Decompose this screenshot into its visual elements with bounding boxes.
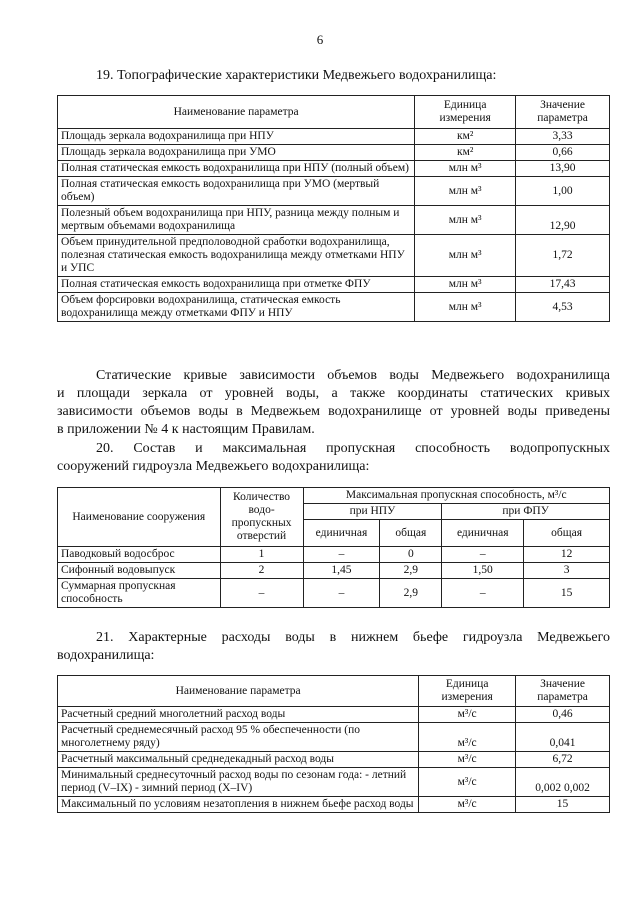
section-21-heading: 21. Характерные расходы воды в нижнем бьефе гидроузла Медвежьего [96,630,610,645]
table-row [58,752,610,768]
param-unit: м³/с [419,797,516,813]
static-curves-paragraph [57,367,610,384]
table-row [58,579,610,608]
param-value: 0,46 [516,707,610,723]
structure-name: Сифонный водовыпуск [58,563,221,579]
structure-name: Паводковый водосброс [58,547,221,563]
param-value: 0,002 0,002 [516,768,610,797]
param-name: Минимальный среднесуточный расход воды по сезонам года: - летний период (V–IX) - зимний период (X–IV) [58,768,419,797]
param-value: 17,43 [516,277,610,293]
param-unit: м³/с [419,723,516,752]
header-npu-total: общая [380,520,442,547]
param-unit: млн м³ [415,177,516,206]
table-header-row [58,96,610,129]
openings-count: – [220,579,303,608]
param-unit: м³/с [419,752,516,768]
param-name: Площадь зеркала водохранилища при НПУ [58,129,415,145]
param-name: Объем форсировки водохранилища, статическая емкость водохранилища между отметками ФПУ и НПУ [58,293,415,322]
param-name: Полная статическая емкость водохранилища при НПУ (полный объем) [58,161,415,177]
param-unit: км² [415,145,516,161]
paragraph-line: и площади зеркала от уровней воды, а также координаты статических кривых [57,386,610,401]
param-name: Расчетный средний многолетний расход воды [58,707,419,723]
section-19-heading: 19. Топографические характеристики Медвежьего водохранилища: [96,68,497,83]
paragraph-line: Статические кривые зависимости объемов воды Медвежьего водохранилища [96,368,610,383]
param-value: 4,53 [516,293,610,322]
fpu-total: 3 [524,563,610,579]
param-value: 0,66 [516,145,610,161]
table-row [58,277,610,293]
table-row [58,177,610,206]
table-row [58,797,610,813]
table-row [58,723,610,752]
fpu-total: 15 [524,579,610,608]
table-row [58,563,610,579]
param-name: Площадь зеркала водохранилища при УМО [58,145,415,161]
fpu-total: 12 [524,547,610,563]
section-21-heading-cont: водохранилища: [57,648,155,663]
npu-single: – [303,579,380,608]
table-row [58,235,610,277]
header-openings-count: Количество водо-пропускных отверстий [220,488,303,547]
param-value: 1,72 [516,235,610,277]
header-npu-single: единичная [303,520,380,547]
openings-count: 1 [220,547,303,563]
param-name: Расчетный среднемесячный расход 95 % обеспеченности (по многолетнему ряду) [58,723,419,752]
openings-count: 2 [220,563,303,579]
param-unit: млн м³ [415,206,516,235]
param-value: 12,90 [516,206,610,235]
paragraph-line: в приложении № 4 к настоящим Правилам. [57,422,315,437]
header-max-capacity: Максимальная пропускная способность, м³/с [303,488,609,504]
table-row [58,293,610,322]
fpu-single: 1,50 [442,563,524,579]
header-unit: Единица измерения [415,96,516,129]
param-value: 3,33 [516,129,610,145]
param-unit: млн м³ [415,277,516,293]
table-row [58,161,610,177]
table-row [58,768,610,797]
param-name: Максимальный по условиям незатопления в нижнем бьефе расход воды [58,797,419,813]
npu-single: – [303,547,380,563]
spillway-capacity-table [57,487,610,608]
table-row [58,707,610,723]
paragraph-line: зависимости объемов воды в Медвежьем водохранилище от уровней воды приведены [57,404,610,419]
param-name: Объем принудительной предполоводной сработки водохранилища, полезная статическая емкость водохранилища между отметками НПУ и УПС [58,235,415,277]
fpu-single: – [442,547,524,563]
table-row [58,129,610,145]
table-row [58,145,610,161]
param-name: Полная статическая емкость водохранилища при отметке ФПУ [58,277,415,293]
page-number: 6 [316,32,324,47]
npu-total: 2,9 [380,579,442,608]
header-fpu: при ФПУ [442,504,610,520]
discharge-table [57,675,610,813]
param-unit: млн м³ [415,161,516,177]
section-20-heading: 20. Состав и максимальная пропускная способность водопропускных [96,441,610,456]
structure-name: Суммарная пропускная способность [58,579,221,608]
param-value: 15 [516,797,610,813]
table-row [58,547,610,563]
param-name: Полная статическая емкость водохранилища при УМО (мертвый объем) [58,177,415,206]
section-20-heading-cont: сооружений гидроузла Медвежьего водохранилища: [57,459,370,474]
table-header-row [58,676,610,707]
param-value: 1,00 [516,177,610,206]
param-value: 0,041 [516,723,610,752]
param-name: Полезный объем водохранилища при НПУ, разница между полным и мертвым объемами водохранилища [58,206,415,235]
header-value: Значение параметра [516,676,610,707]
header-structure-name: Наименование сооружения [58,488,221,547]
param-name: Расчетный максимальный среднедекадный расход воды [58,752,419,768]
param-unit: м³/с [419,707,516,723]
npu-single: 1,45 [303,563,380,579]
topographic-table [57,95,610,322]
header-name: Наименование параметра [58,676,419,707]
param-unit: м³/с [419,768,516,797]
npu-total: 2,9 [380,563,442,579]
header-name: Наименование параметра [58,96,415,129]
header-value: Значение параметра [516,96,610,129]
header-unit: Единица измерения [419,676,516,707]
table-row [58,206,610,235]
header-fpu-total: общая [524,520,610,547]
param-value: 6,72 [516,752,610,768]
param-value: 13,90 [516,161,610,177]
table-header-row [58,488,610,504]
param-unit: км² [415,129,516,145]
param-unit: млн м³ [415,293,516,322]
header-fpu-single: единичная [442,520,524,547]
npu-total: 0 [380,547,442,563]
param-unit: млн м³ [415,235,516,277]
header-npu: при НПУ [303,504,442,520]
fpu-single: – [442,579,524,608]
